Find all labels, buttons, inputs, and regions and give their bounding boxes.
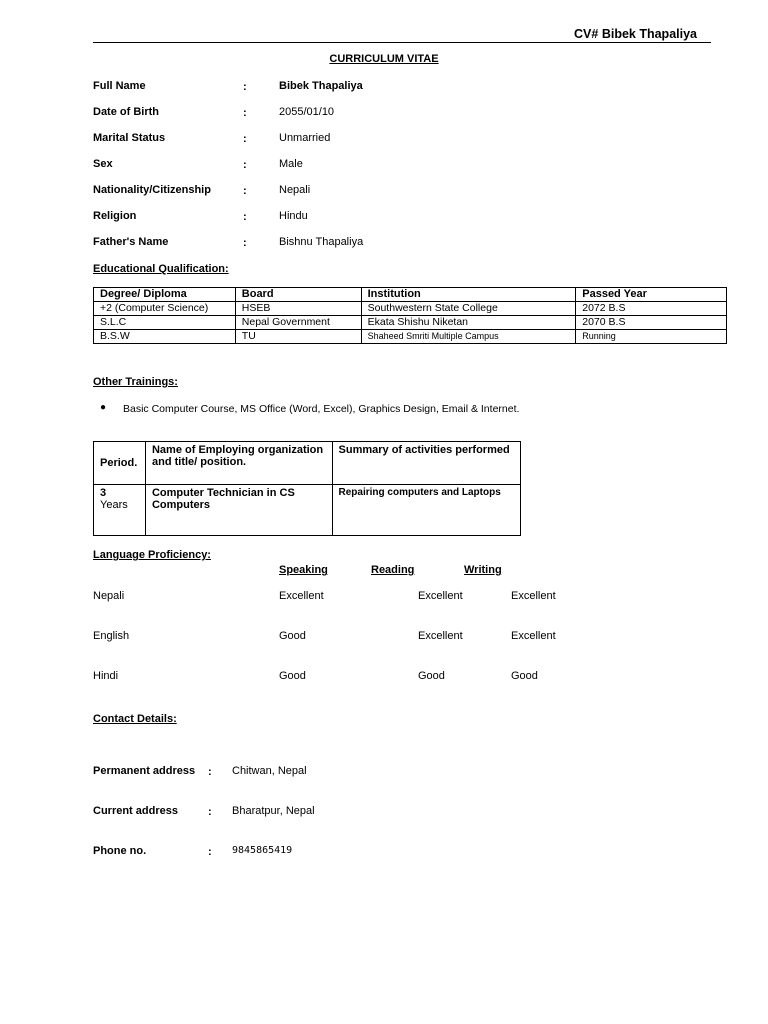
education-degree: B.S.W — [94, 330, 236, 344]
employment-col-summary: Summary of activities performed — [332, 442, 520, 485]
bullet-icon: ● — [100, 402, 107, 413]
personal-colon: : — [243, 185, 247, 197]
education-col-board: Board — [235, 288, 361, 302]
education-board: TU — [235, 330, 361, 344]
language-name: Nepali — [93, 590, 125, 602]
contact-value-current-address: Bharatpur, Nepal — [232, 805, 315, 817]
education-year: Running — [576, 330, 727, 344]
contact-label-current-address: Current address — [93, 805, 178, 817]
personal-label-marital-status: Marital Status — [93, 132, 166, 144]
personal-value-nationality: Nepali — [279, 184, 311, 196]
language-writing: Excellent — [511, 590, 556, 602]
personal-colon: : — [243, 107, 247, 119]
education-heading: Educational Qualification: — [93, 263, 229, 275]
education-institution: Shaheed Smriti Multiple Campus — [361, 330, 576, 344]
personal-label-nationality: Nationality/Citizenship — [93, 184, 211, 196]
personal-value-religion: Hindu — [279, 210, 308, 222]
education-col-institution: Institution — [361, 288, 576, 302]
language-reading: Excellent — [418, 630, 463, 642]
language-heading: Language Proficiency: — [93, 549, 211, 561]
education-institution: Southwestern State College — [361, 302, 576, 316]
contact-heading: Contact Details: — [93, 713, 177, 725]
language-reading: Good — [418, 670, 445, 682]
personal-value-sex: Male — [279, 158, 303, 170]
education-year: 2072 B.S — [576, 302, 727, 316]
employment-period-number: 3 — [100, 487, 107, 499]
contact-colon: : — [208, 846, 212, 858]
training-item: Basic Computer Course, MS Office (Word, Excel), Graphics Design, Email & Internet. — [123, 403, 520, 415]
personal-value-dob: 2055/01/10 — [279, 106, 335, 118]
employment-table — [93, 441, 521, 536]
education-board: Nepal Government — [235, 316, 361, 330]
language-speaking: Excellent — [279, 590, 324, 602]
education-header-row — [94, 288, 727, 302]
personal-colon: : — [243, 159, 247, 171]
language-writing: Excellent — [511, 630, 556, 642]
personal-value-full-name: Bibek Thapaliya — [279, 80, 363, 92]
education-col-year: Passed Year — [576, 288, 727, 302]
language-col-reading: Reading — [371, 564, 415, 576]
education-degree: +2 (Computer Science) — [94, 302, 236, 316]
personal-label-sex: Sex — [93, 158, 113, 170]
education-board: HSEB — [235, 302, 361, 316]
education-degree: S.L.C — [94, 316, 236, 330]
language-name: Hindi — [93, 670, 119, 682]
personal-colon: : — [243, 237, 247, 249]
table-row — [94, 302, 727, 316]
header-divider — [93, 42, 711, 43]
employment-col-organization: Name of Employing organization and title/ position. — [145, 442, 332, 485]
document-title: CURRICULUM VITAE — [329, 53, 439, 65]
employment-header-row — [94, 442, 521, 485]
contact-colon: : — [208, 766, 212, 778]
table-row — [94, 485, 521, 536]
table-row — [94, 316, 727, 330]
contact-value-permanent-address: Chitwan, Nepal — [232, 765, 307, 777]
personal-value-fathers-name: Bishnu Thapaliya — [279, 236, 364, 248]
contact-label-permanent-address: Permanent address — [93, 765, 196, 777]
personal-colon: : — [243, 81, 247, 93]
education-col-degree: Degree/ Diploma — [94, 288, 236, 302]
personal-value-marital-status: Unmarried — [279, 132, 331, 144]
personal-colon: : — [243, 211, 247, 223]
contact-value-phone: 9845865419 — [232, 845, 293, 856]
contact-colon: : — [208, 806, 212, 818]
language-reading: Excellent — [418, 590, 463, 602]
language-speaking: Good — [279, 670, 306, 682]
employment-period-unit: Years — [100, 499, 128, 511]
language-writing: Good — [511, 670, 538, 682]
employment-organization: Computer Technician in CS Computers — [145, 485, 332, 536]
education-year: 2070 B.S — [576, 316, 727, 330]
language-col-writing: Writing — [464, 564, 502, 576]
table-row — [94, 330, 727, 344]
trainings-heading: Other Trainings: — [93, 376, 178, 388]
personal-label-fathers-name: Father's Name — [93, 236, 169, 248]
personal-label-full-name: Full Name — [93, 80, 146, 92]
language-name: English — [93, 630, 130, 642]
personal-label-dob: Date of Birth — [93, 106, 159, 118]
personal-label-religion: Religion — [93, 210, 137, 222]
language-speaking: Good — [279, 630, 306, 642]
education-table — [93, 287, 727, 344]
contact-label-phone: Phone no. — [93, 845, 147, 857]
personal-colon: : — [243, 133, 247, 145]
employment-col-period: Period. — [94, 442, 146, 485]
education-institution: Ekata Shishu Niketan — [361, 316, 576, 330]
employment-period — [94, 485, 146, 536]
employment-summary: Repairing computers and Laptops — [332, 485, 520, 536]
cv-header-name: CV# Bibek Thapaliya — [574, 27, 697, 41]
language-col-speaking: Speaking — [279, 564, 328, 576]
